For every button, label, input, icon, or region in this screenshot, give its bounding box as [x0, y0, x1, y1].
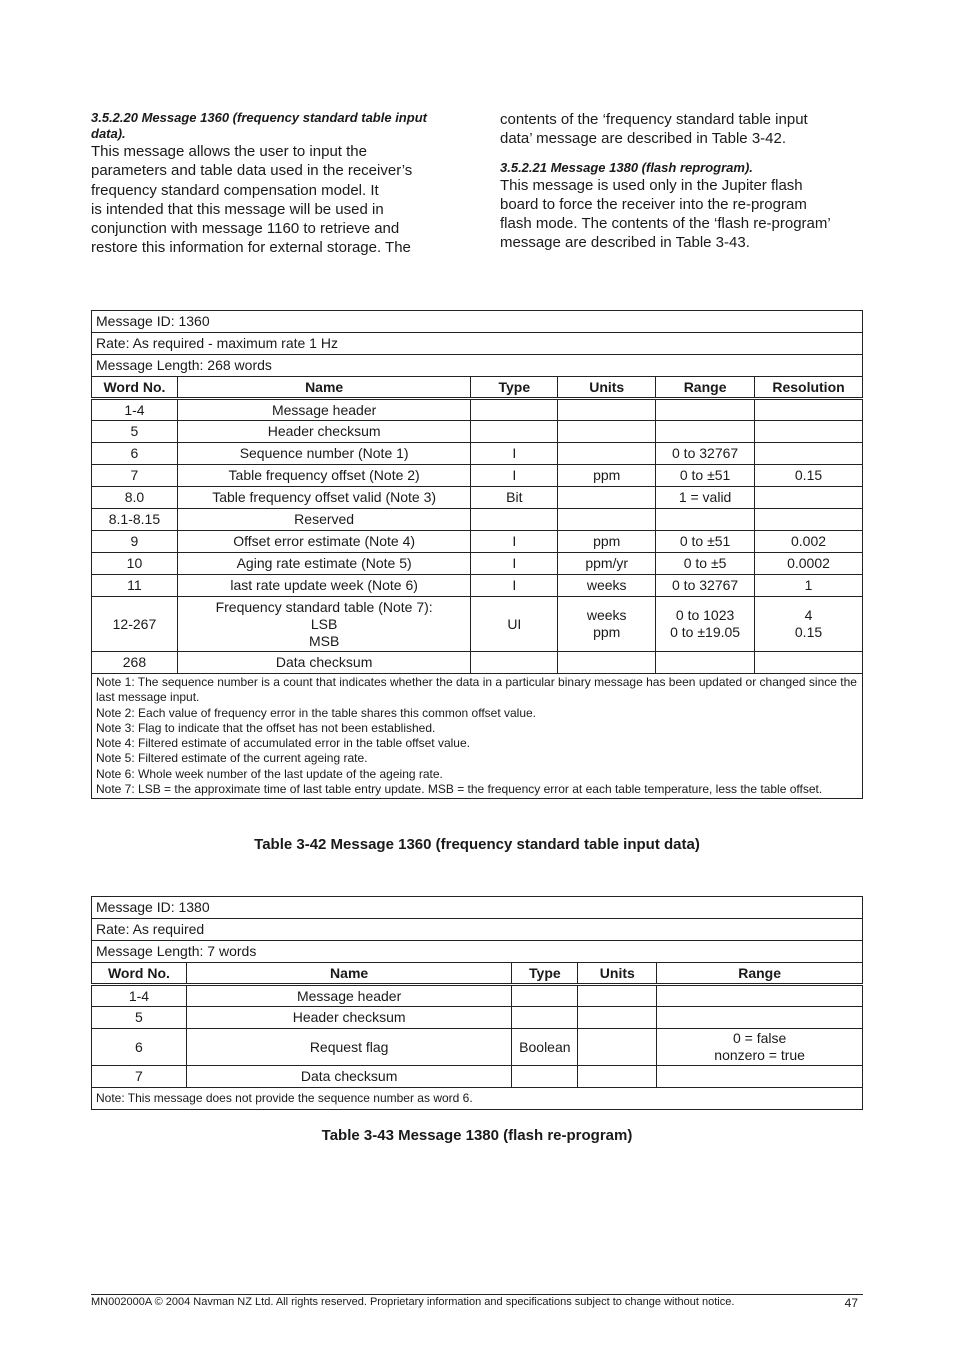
text-line: contents of the ‘frequency standard table input [500, 111, 808, 128]
table-row [92, 652, 863, 674]
table-notes-row [92, 674, 863, 799]
word-cell: 5 [92, 421, 178, 443]
message-id-cell: Message ID: 1380 [92, 897, 863, 919]
units-cell: ppm [558, 531, 656, 553]
table-row [92, 1007, 863, 1029]
resolution-cell [755, 487, 863, 509]
range-cell [656, 421, 755, 443]
footer-copyright: MN002000A © 2004 Navman NZ Ltd. All rights reserved. Proprietary information and specifications subject to change without notice. [91, 1296, 735, 1308]
word-cell: 12-267 [92, 597, 178, 652]
name-cell: Table frequency offset (Note 2) [177, 465, 470, 487]
type-cell: I [471, 553, 558, 575]
text-line: is intended that this message will be used in [91, 200, 384, 218]
table-row [92, 597, 863, 652]
table-row [92, 1066, 863, 1088]
note-7: Note 7: LSB = the approximate time of last table entry update. MSB = the frequency error at each table temperature, less the table offset. [96, 782, 823, 797]
table-header-row [92, 377, 863, 399]
type-cell: I [471, 575, 558, 597]
text-line: data’ message are described in Table 3-42. [500, 130, 787, 148]
column-header: Word No. [92, 377, 178, 399]
message-id-cell: Message ID: 1360 [92, 311, 863, 333]
page-number: 47 [844, 1296, 858, 1310]
table-row [92, 399, 863, 421]
type-cell: UI [471, 597, 558, 652]
text-line: parameters and table data used in the receiver’s [91, 162, 413, 180]
note-4: Note 4: Filtered estimate of accumulated error in the table offset value. [96, 736, 470, 751]
range-cell: 0 to 32767 [656, 575, 755, 597]
column-header: Word No. [92, 963, 187, 985]
units-cell [558, 509, 656, 531]
length-cell: Message Length: 268 words [92, 355, 863, 377]
word-cell: 1-4 [92, 399, 178, 421]
resolution-cell: 1 [755, 575, 863, 597]
name-cell: Data checksum [177, 652, 470, 674]
type-cell [512, 1007, 578, 1029]
resolution-cell [755, 399, 863, 421]
body-paragraph-continued [500, 110, 865, 149]
units-cell: weeks [558, 575, 656, 597]
table-meta-row [92, 311, 863, 333]
note-2: Note 2: Each value of frequency error in the table shares this common offset value. [96, 705, 537, 720]
resolution-line: 0.15 [794, 624, 823, 640]
text-line: This message allows the user to input the [91, 143, 367, 160]
note-5: Note 5: Filtered estimate of the current ageing rate. [96, 751, 368, 766]
left-column [91, 110, 456, 258]
name-cell: Request flag [186, 1029, 511, 1066]
column-header: Type [471, 377, 558, 399]
units-cell: ppm [558, 465, 656, 487]
resolution-cell [755, 652, 863, 674]
word-cell: 11 [92, 575, 178, 597]
word-cell: 6 [92, 443, 178, 465]
text-line: restore this information for external storage. The [91, 239, 411, 257]
name-cell [177, 597, 470, 652]
name-cell: Reserved [177, 509, 470, 531]
table-header-row [92, 963, 863, 985]
word-cell: 8.0 [92, 487, 178, 509]
type-cell: Boolean [512, 1029, 578, 1066]
word-cell: 7 [92, 465, 178, 487]
table-row [92, 421, 863, 443]
section-heading-1360: 3.5.2.20 Message 1360 (frequency standard table input data). [91, 110, 427, 141]
type-cell [471, 509, 558, 531]
range-line: 0 to ±19.05 [670, 624, 741, 640]
text-line: flash mode. The contents of the ‘flash re-program’ [500, 215, 831, 233]
range-cell: 0 to ±51 [656, 531, 755, 553]
name-cell: Aging rate estimate (Note 5) [177, 553, 470, 575]
range-cell: 0 to ±5 [656, 553, 755, 575]
word-cell: 1-4 [92, 985, 187, 1007]
resolution-cell [755, 597, 863, 652]
rate-cell: Rate: As required - maximum rate 1 Hz [92, 333, 863, 355]
resolution-line: 4 [804, 607, 813, 623]
range-cell [656, 509, 755, 531]
table-meta-row [92, 355, 863, 377]
units-cell [578, 1029, 657, 1066]
table-meta-row [92, 333, 863, 355]
type-cell [471, 399, 558, 421]
word-cell: 9 [92, 531, 178, 553]
word-cell: 8.1-8.15 [92, 509, 178, 531]
type-cell: I [471, 443, 558, 465]
range-line: 0 = false [732, 1030, 787, 1046]
units-cell [558, 487, 656, 509]
column-header: Type [512, 963, 578, 985]
type-cell [512, 985, 578, 1007]
name-cell: Sequence number (Note 1) [177, 443, 470, 465]
note-1: Note 1: The sequence number is a count that indicates whether the data in a particular binary message has been updated or changed since the last message input. [96, 675, 857, 705]
table-row [92, 575, 863, 597]
range-cell [656, 652, 755, 674]
range-cell [657, 985, 863, 1007]
name-cell: Header checksum [186, 1007, 511, 1029]
note-cell: Note: This message does not provide the sequence number as word 6. [92, 1088, 863, 1110]
range-cell [657, 1029, 863, 1066]
type-cell: Bit [471, 487, 558, 509]
table-row [92, 465, 863, 487]
body-paragraph-1380 [500, 176, 865, 253]
name-cell: Offset error estimate (Note 4) [177, 531, 470, 553]
table-row [92, 531, 863, 553]
table-meta-row [92, 941, 863, 963]
range-line: nonzero = true [714, 1047, 805, 1063]
table-row [92, 553, 863, 575]
text-line: board to force the receiver into the re-program [500, 195, 807, 213]
range-cell: 0 to 32767 [656, 443, 755, 465]
table-row [92, 1029, 863, 1066]
range-cell: 0 to ±51 [656, 465, 755, 487]
range-cell [657, 1066, 863, 1088]
table-row [92, 487, 863, 509]
section-heading-1380: 3.5.2.21 Message 1380 (flash reprogram). [500, 159, 753, 175]
word-cell: 5 [92, 1007, 187, 1029]
type-cell: I [471, 531, 558, 553]
rate-cell: Rate: As required [92, 919, 863, 941]
type-cell [471, 421, 558, 443]
type-cell: I [471, 465, 558, 487]
units-cell [578, 1007, 657, 1029]
word-cell: 7 [92, 1066, 187, 1088]
units-cell [558, 652, 656, 674]
table-notes-row [92, 1088, 863, 1110]
word-cell: 268 [92, 652, 178, 674]
name-cell: Message header [177, 399, 470, 421]
note-3: Note 3: Flag to indicate that the offset has not been established. [96, 720, 436, 735]
range-cell [657, 1007, 863, 1029]
table-message-1380 [91, 896, 863, 1110]
table-message-1360 [91, 310, 863, 799]
table-meta-row [92, 897, 863, 919]
type-cell [471, 652, 558, 674]
name-line: LSB [310, 615, 338, 632]
column-header: Range [656, 377, 755, 399]
name-cell: Message header [186, 985, 511, 1007]
notes-cell [92, 674, 863, 799]
column-header: Name [177, 377, 470, 399]
units-line: ppm [593, 624, 621, 640]
table-row [92, 985, 863, 1007]
name-cell: Table frequency offset valid (Note 3) [177, 487, 470, 509]
units-cell [578, 1066, 657, 1088]
column-header: Units [558, 377, 656, 399]
table-meta-row [92, 919, 863, 941]
resolution-cell [755, 443, 863, 465]
name-line: MSB [308, 632, 340, 649]
footer-divider [91, 1294, 863, 1295]
name-cell: last rate update week (Note 6) [177, 575, 470, 597]
table-row [92, 443, 863, 465]
name-cell: Header checksum [177, 421, 470, 443]
length-cell: Message Length: 7 words [92, 941, 863, 963]
resolution-cell [755, 421, 863, 443]
type-cell [512, 1066, 578, 1088]
range-cell [656, 597, 755, 652]
word-cell: 6 [92, 1029, 187, 1066]
table-row [92, 509, 863, 531]
table-caption-3-42: Table 3-42 Message 1360 (frequency standard table input data) [254, 836, 700, 853]
column-header: Resolution [755, 377, 863, 399]
units-cell [558, 421, 656, 443]
body-paragraph-1360 [91, 142, 456, 258]
text-line: frequency standard compensation model. It [91, 181, 379, 199]
range-line: 0 to 1023 [675, 607, 735, 623]
range-cell: 1 = valid [656, 487, 755, 509]
units-cell [558, 399, 656, 421]
resolution-cell: 0.002 [755, 531, 863, 553]
units-cell [558, 443, 656, 465]
resolution-cell: 0.15 [755, 465, 863, 487]
name-cell: Data checksum [186, 1066, 511, 1088]
column-header: Units [578, 963, 657, 985]
text-line: This message is used only in the Jupiter flash [500, 176, 803, 194]
text-line: conjunction with message 1160 to retrieve and [91, 220, 400, 238]
word-cell: 10 [92, 553, 178, 575]
units-line: weeks [586, 607, 627, 623]
resolution-cell: 0.0002 [755, 553, 863, 575]
right-column [500, 110, 865, 253]
name-line: Frequency standard table (Note 7): [215, 598, 433, 615]
column-header: Name [186, 963, 511, 985]
units-cell [558, 597, 656, 652]
column-header: Range [657, 963, 863, 985]
resolution-cell [755, 509, 863, 531]
units-cell: ppm/yr [558, 553, 656, 575]
text-line: message are described in Table 3-43. [500, 234, 750, 252]
units-cell [578, 985, 657, 1007]
table-caption-3-43: Table 3-43 Message 1380 (flash re-program) [321, 1127, 633, 1144]
note-6: Note 6: Whole week number of the last update of the ageing rate. [96, 766, 443, 781]
range-cell [656, 399, 755, 421]
